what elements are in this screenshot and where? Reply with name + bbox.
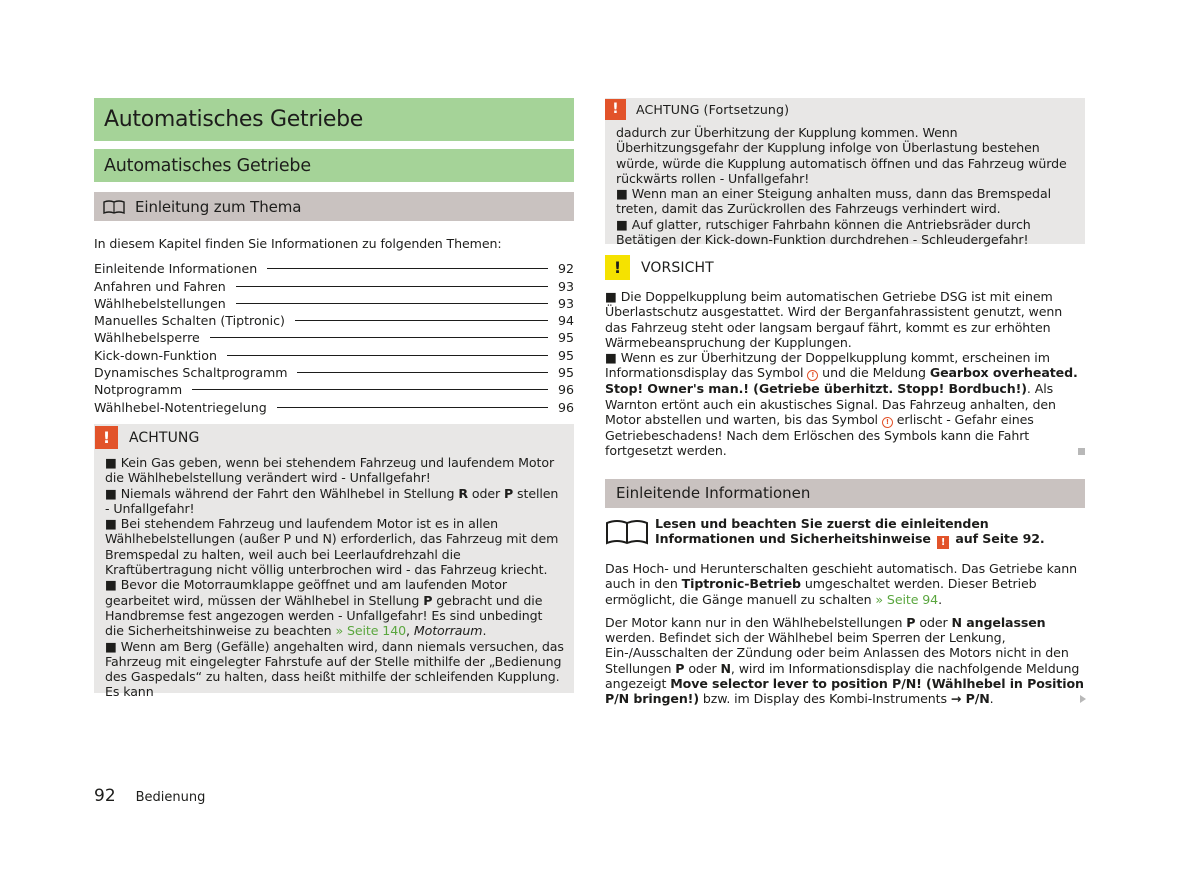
caution-icon: ! (605, 255, 630, 280)
page-number: 92 (94, 786, 116, 806)
topic-item[interactable]: Manuelles Schalten (Tiptronic) 94 (94, 313, 575, 329)
warning-bullet: ■ Kein Gas geben, wenn bei stehendem Fahrzeug und laufendem Motor die Wählhebelstellung verändert wird - Unfallgefahr! (105, 454, 555, 486)
warning-continued-header (605, 98, 1085, 120)
topic-item[interactable]: Einleitende Informationen 92 (94, 261, 575, 277)
topic-item[interactable]: Wählhebelsperre 95 (94, 330, 575, 346)
topic-list (94, 260, 574, 416)
topic-item[interactable]: Wählhebel-Notentriegelung 96 (94, 399, 575, 415)
page-footer (94, 786, 205, 806)
gearbox-warning-icon: ! (807, 370, 818, 381)
page-link[interactable]: » Seite 94 (875, 591, 939, 607)
topic-item[interactable]: Dynamisches Schaltprogramm 95 (94, 365, 575, 381)
right-column (605, 98, 1085, 707)
intro-info-heading: Einleitende Informationen (605, 479, 1085, 508)
engine-start-paragraph: Der Motor kann nur in den Wählhebelstellungen P oder N angelassen werden. Befindet sich der Wählhebel beim Sperren der Lenkung, Ein-/Ausschalten der Zündung oder beim Anlassen des Motors nicht in den Stellungen P oder N, wird im Informationsdisplay die nachfolgende Meldung angezeigt Move selector lever to position P/N! (Wählhebel in Position P/N bringen!) bzw. im Display des Kombi-Instruments → P/N. (605, 615, 1085, 707)
warning-icon: ! (605, 99, 626, 120)
warning-icon: ! (95, 426, 118, 449)
read-first-notice (605, 516, 1085, 549)
intro-heading (94, 192, 574, 221)
section-name: Bedienung (135, 790, 206, 805)
caution-label: VORSICHT (641, 259, 714, 276)
warning-bullet: ■ Wenn am Berg (Gefälle) angehalten wird, dann niemals versuchen, das Fahrzeug mit eingelegter Fahrstufe auf der Stelle mithilfe der „Bedienung des Gaspedals“ zu halten, dass heißt mithilfe der schleifenden Kupplung. Es kann (105, 638, 564, 700)
topic-item[interactable]: Notprogramm 96 (94, 382, 575, 398)
warning-box (94, 424, 574, 700)
warning-bullet: ■ Bei stehendem Fahrzeug und laufendem Motor ist es in allen Wählhebelstellungen (außer P und N) erforderlich, das Fahrzeug mit dem Bremspedal zu halten, weil auch bei Leerlaufdrehzahl die Kraftübertragung nicht völlig unterbrochen wird - das Fahrzeug kriecht. (105, 516, 559, 578)
warning-header (94, 424, 574, 452)
continue-arrow-icon (1080, 695, 1086, 703)
intro-text: In diesem Kapitel finden Sie Informationen zu folgenden Themen: (94, 236, 502, 251)
warning-continued-box (605, 98, 1085, 248)
left-column (94, 98, 575, 700)
warning-label: ACHTUNG (129, 429, 200, 446)
warning-bullet: ■ Niemals während der Fahrt den Wählhebel in Stellung R oder P stellen - Unfallgefahr! (105, 485, 559, 516)
intro-heading-label: Einleitung zum Thema (135, 197, 302, 216)
caution-header (605, 255, 1085, 280)
warning-continued-body: dadurch zur Überhitzung der Kupplung kommen. Wenn Überhitzungsgefahr der Kupplung infolge von Überlastung bestehen würde, würde die Kupplung automatisch öffnen und das Fahrzeug würde rückwärts rollen - Unfallgefahr! ■ Wenn man an einer Steigung anhalten muss, dann das Bremspedal treten, damit das Zurückrollen des Fahrzeugs verhindert wird. ■ Auf glatter, rutschiger Fahrbahn können die Antriebsräder durch Betätigen der Kick-down-Funktion durchdrehen - Schleudergefahr! (616, 125, 1067, 248)
book-icon (103, 200, 125, 214)
caution-body: ■ Die Doppelkupplung beim automatischen Getriebe DSG ist mit einem Überlastschutz ausgestattet. Wird der Berganfahrassistent genutzt, wenn das Fahrzeug steht oder langsam bergauf fährt, kommt es zur erhöhten Wärmebeanspruchung der Kupplungen. ■ Wenn es zur Überhitzung der Doppelkupplung kommt, erscheinen im Informationsdisplay das Symbol ! und die Meldung Gearbox overheated. Stop! Owner's man.! (Getriebe überhitzt. Stopp! Bordbuch!). Als Warnton ertönt auch ein akustisches Signal. Das Fahrzeug anhalten, den Motor abstellen und warten, bis das Symbol ! erlischt - Gefahr eines Getriebeschadens! Nach dem Erlöschen des Symbols kann die Fahrt fortgesetzt werden. (605, 289, 1085, 459)
section-end-icon (1078, 448, 1085, 455)
topic-item[interactable]: Wählhebelstellungen 93 (94, 295, 575, 311)
read-first-text: Lesen und beachten Sie zuerst die einleitenden Informationen und Sicherheitshinweise ! auf Seite 92. (655, 515, 1045, 548)
gearbox-warning-icon: ! (882, 417, 893, 428)
warning-continued-label: ACHTUNG (Fortsetzung) (636, 101, 790, 117)
shifting-paragraph: Das Hoch- und Herunterschalten geschieht automatisch. Das Getriebe kann auch in den Tiptronic-Betrieb umgeschaltet werden. Dieser Betrieb ermöglicht, die Gänge manuell zu schalten » Seite 94. (605, 560, 1078, 607)
topic-item[interactable]: Anfahren und Fahren 93 (94, 278, 575, 294)
chapter-title: Automatisches Getriebe (94, 98, 574, 141)
topic-item[interactable]: Kick-down-Funktion 95 (94, 347, 575, 363)
warning-icon: ! (937, 536, 949, 549)
page-link[interactable]: » Seite 140 (335, 623, 407, 639)
book-icon (605, 519, 649, 545)
warning-bullet: ■ Bevor die Motorraumklappe geöffnet und am laufenden Motor gearbeitet wird, müssen der Wählhebel in Stellung P gebracht und die Handbremse fest angezogen werden - Unfallgefahr! Es sind unbedingt die Sicherheitshinweise zu beachten » Seite 140, Motorraum. (105, 577, 543, 639)
warning-body (94, 452, 574, 703)
section-title: Automatisches Getriebe (94, 149, 574, 182)
